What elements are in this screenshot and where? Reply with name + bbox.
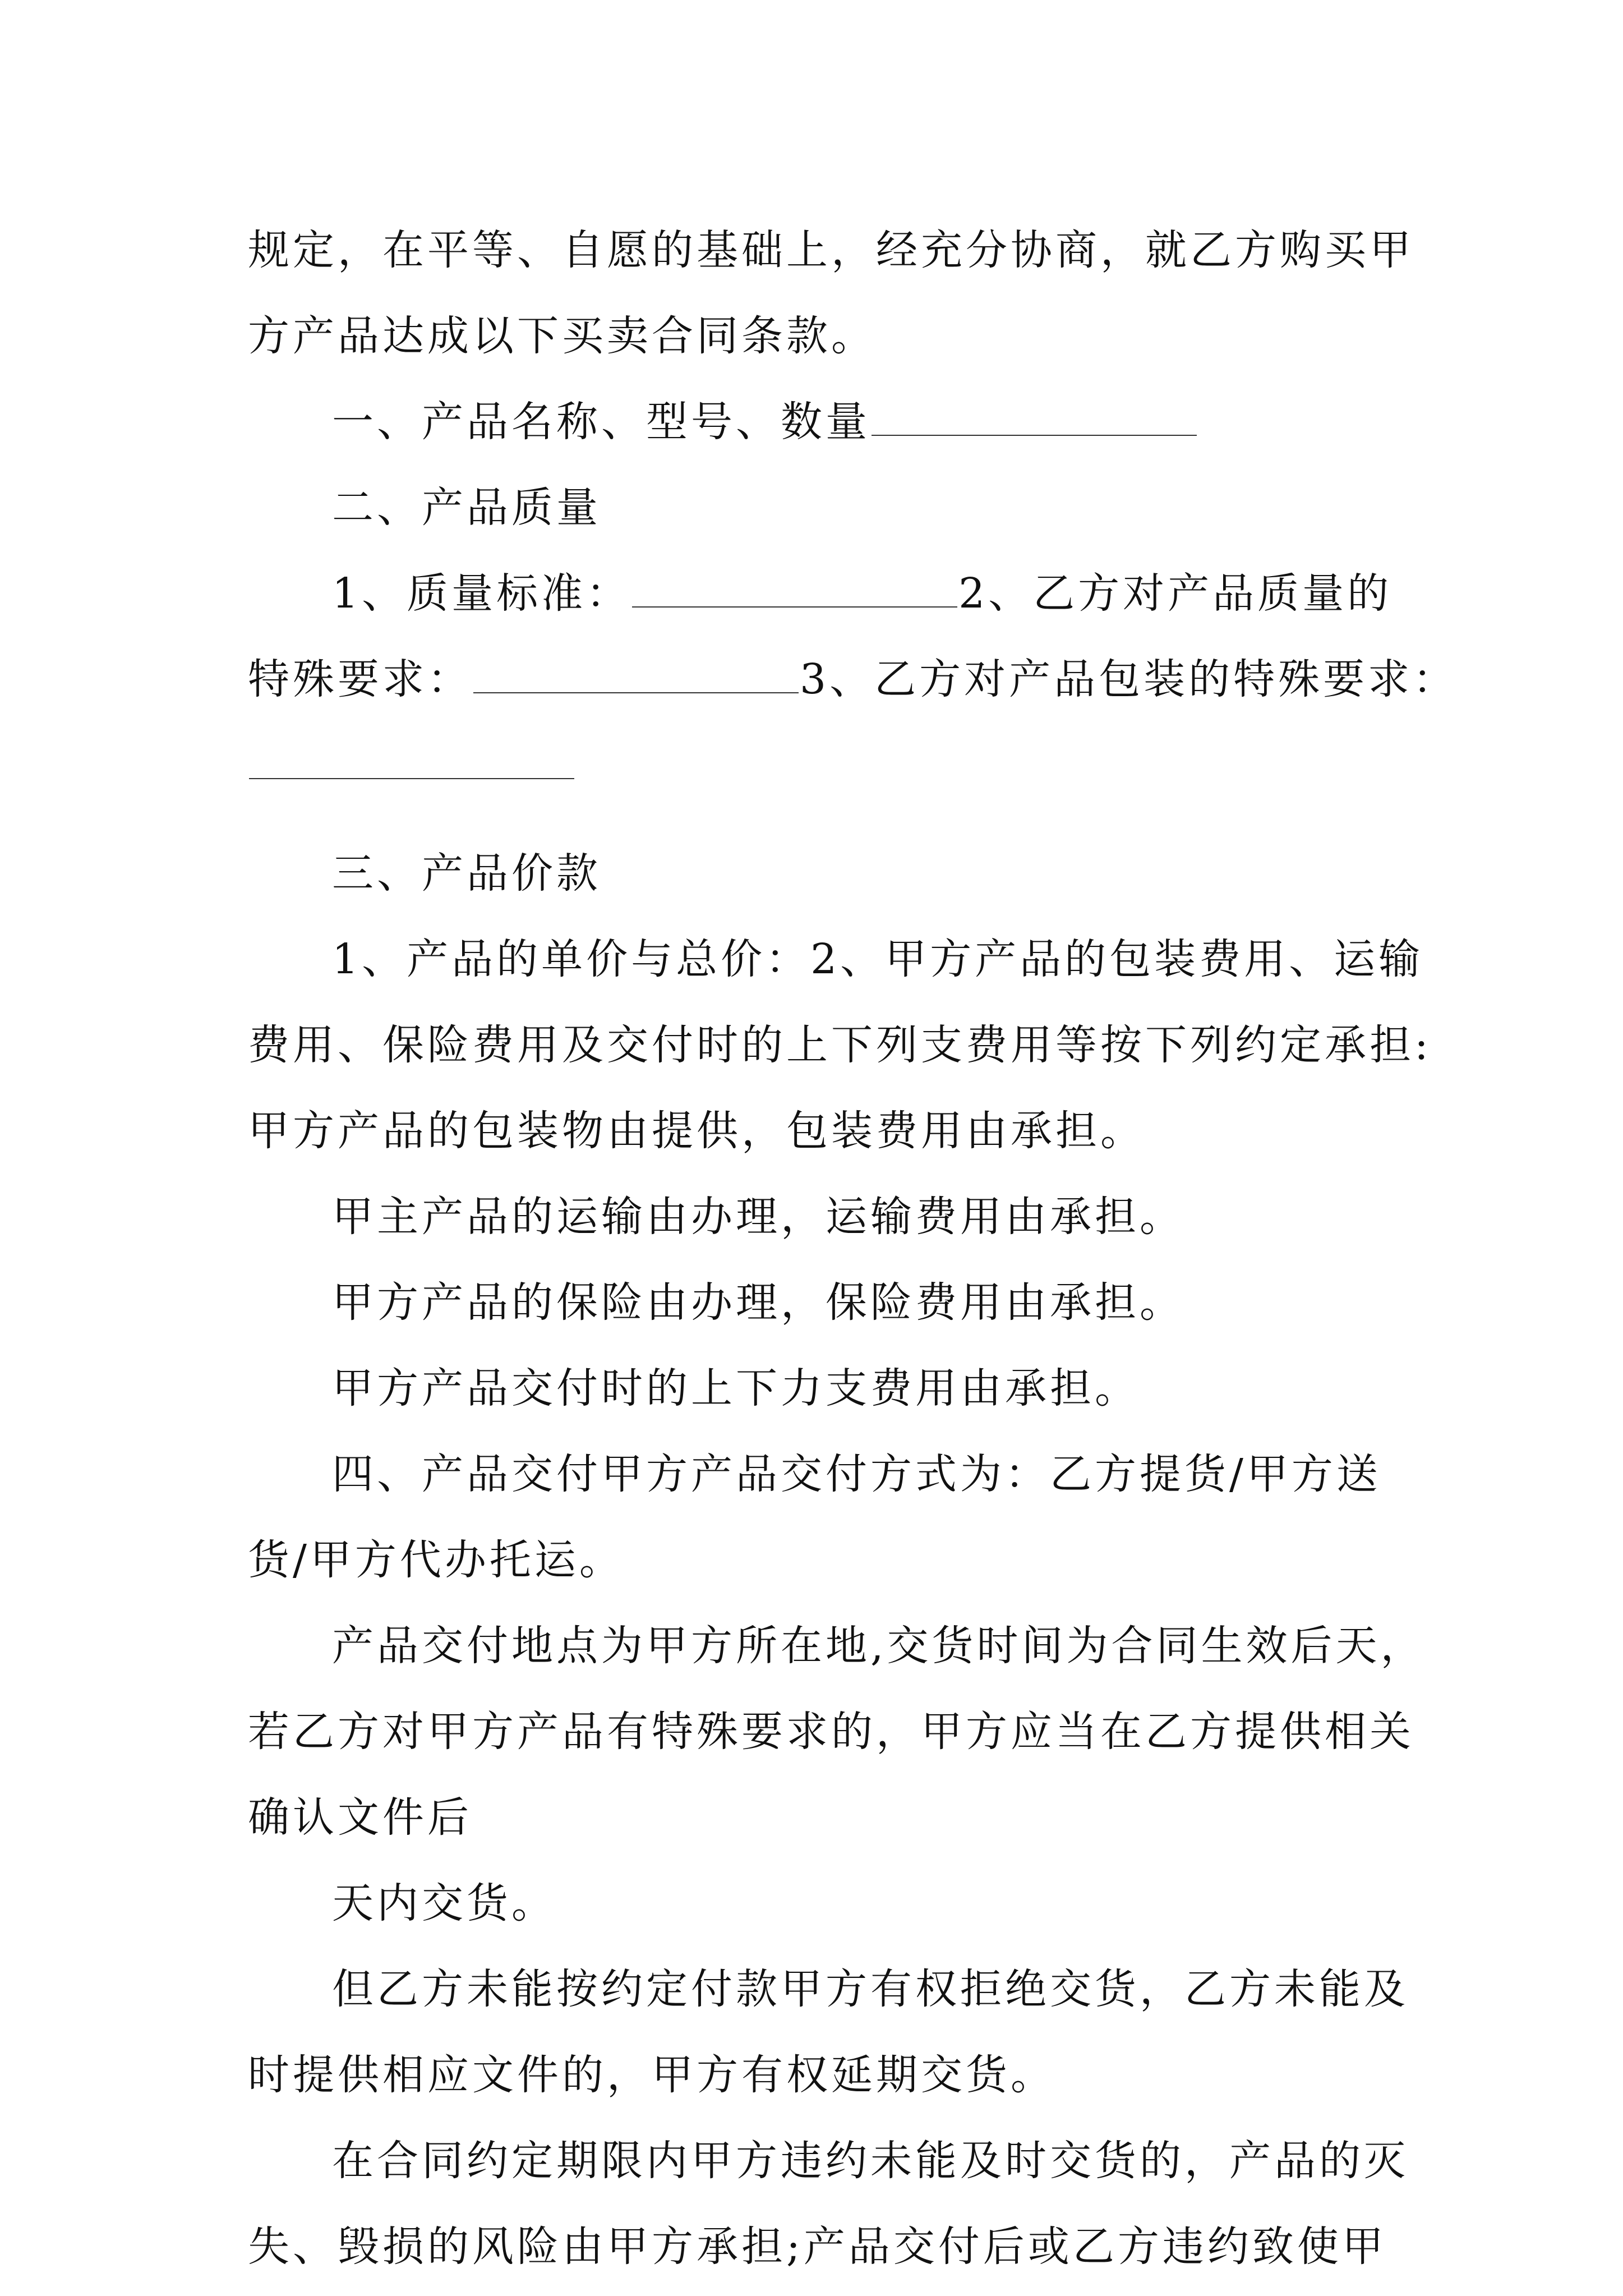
line-text: 一、产品名称、型号、数量 — [332, 398, 870, 446]
fill-in-blank — [473, 659, 799, 693]
line-text: 费用、保险费用及交付时的上下列支费用等按下列约定承担: — [248, 1021, 1432, 1069]
fill-in-blank — [872, 401, 1197, 436]
line-text: 甲方产品交付时的上下力支费用由承担。 — [332, 1364, 1140, 1412]
line-text: 四、产品交付甲方产品交付方式为：乙方提货/甲方送 — [332, 1450, 1381, 1498]
line-text: 但乙方未能按约定付款甲方有权拒绝交货，乙方未能及 — [332, 1965, 1409, 2013]
text-line — [248, 208, 1414, 293]
line-text: 方产品达成以下买卖合同条款。 — [248, 312, 876, 360]
text-line — [248, 637, 1458, 723]
fill-in-blank — [632, 573, 957, 608]
text-line — [248, 2118, 1409, 2204]
section-heading — [248, 1432, 1386, 1517]
text-line — [248, 1260, 1386, 1346]
line-text: 天内交货。 — [332, 1879, 556, 1927]
text-line — [248, 2032, 1386, 2118]
text-line — [248, 1517, 1386, 1603]
line-text: 确认文件后 — [248, 1793, 472, 1842]
text-line — [248, 1002, 1432, 1088]
text-line — [248, 1346, 1386, 1432]
text-line — [248, 723, 1386, 808]
text-line — [248, 1174, 1386, 1260]
line-text: 若乙方对甲方产品有特殊要求的，甲方应当在乙方提供相关 — [248, 1708, 1414, 1756]
line-text: 1、质量标准： — [332, 569, 631, 618]
line-text: 产品交付地点为甲方所在地,交货时间为合同生效后天， — [332, 1622, 1426, 1670]
line-text: 在合同约定期限内甲方违约未能及时交货的，产品的灭 — [332, 2137, 1409, 2185]
line-text: 时提供相应文件的，甲方有权延期交货。 — [248, 2051, 1055, 2099]
line-text: 甲方产品的保险由办理，保险费用由承担。 — [332, 1278, 1184, 1327]
line-text: 甲方产品的包装物由提供，包装费用由承担。 — [248, 1107, 1145, 1155]
line-text: 3、乙方对产品包装的特殊要求： — [800, 655, 1458, 703]
line-text: 规定，在平等、自愿的基础上，经充分协商，就乙方购买甲 — [248, 226, 1414, 274]
text-line — [248, 1947, 1409, 2032]
line-text: 2、乙方对产品质量的 — [958, 569, 1393, 618]
text-line — [248, 917, 1424, 1002]
line-text: 特殊要求： — [248, 655, 472, 703]
section-heading — [248, 465, 1386, 551]
line-text: 三、产品价款 — [332, 849, 601, 898]
line-text: 甲主产品的运输由办理，运输费用由承担。 — [332, 1193, 1184, 1241]
section-heading — [248, 831, 1386, 917]
fill-in-blank — [249, 744, 574, 779]
text-line — [248, 1088, 1386, 1174]
text-line — [248, 1861, 1386, 1947]
line-text: 二、产品质量 — [332, 484, 601, 532]
text-line — [248, 1689, 1414, 1775]
text-line — [248, 1775, 1386, 1861]
line-text: 1、产品的单价与总价：2、甲方产品的包装费用、运输 — [332, 935, 1424, 983]
section-heading — [248, 379, 1386, 465]
line-text: 失、毁损的风险由甲方承担;产品交付后或乙方违约致使甲 — [248, 2223, 1387, 2271]
line-text: 货/甲方代办托运。 — [248, 1536, 624, 1584]
text-line — [248, 2204, 1386, 2290]
text-line — [248, 293, 1386, 379]
spacer — [248, 808, 1386, 831]
text-line — [248, 551, 1393, 637]
text-line — [248, 1603, 1426, 1689]
document-body — [248, 208, 1458, 2290]
